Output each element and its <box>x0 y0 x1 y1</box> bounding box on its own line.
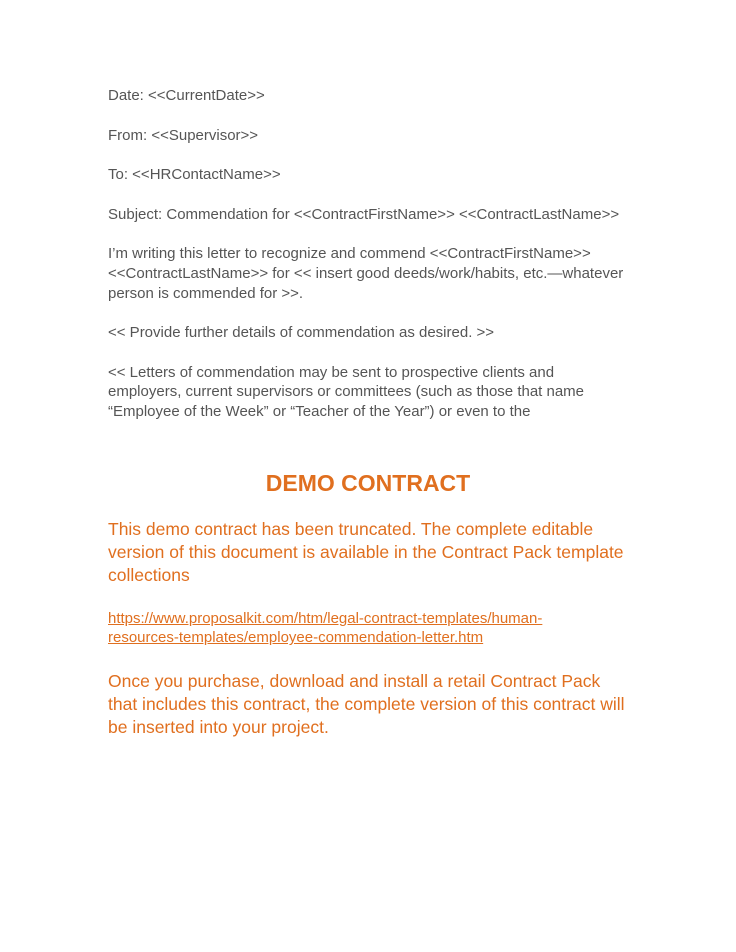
body-paragraph-1: I’m writing this letter to recognize and commend <<ContractFirstName>> <<ContractLastName>> for << insert good deeds/work/habits, etc.—whatever person is commended for >>. <box>108 245 624 302</box>
demo-contract-title: DEMO CONTRACT <box>265 469 471 496</box>
contract-pack-link[interactable]: https://www.proposalkit.com/htm/legal-contract-templates/human-resources-templates/employee-commendation-letter.htm <box>108 609 543 647</box>
subject-line: Subject: Commendation for <<ContractFirstName>> <<ContractLastName>> <box>108 205 620 223</box>
from-line: From: <<Supervisor>> <box>108 126 259 144</box>
to-line: To: <<HRContactName>> <box>108 166 281 184</box>
body-paragraph-2: << Provide further details of commendation as desired. >> <box>108 324 495 342</box>
document-page <box>108 86 628 739</box>
letter-body <box>108 86 628 422</box>
demo-truncation-notice: This demo contract has been truncated. The complete editable version of this document is available in the Contract Pack template collections <box>108 518 624 585</box>
demo-instructions: Once you purchase, download and install a retail Contract Pack that includes this contract, the complete version of this contract will be inserted into your project. <box>108 670 625 737</box>
body-paragraph-3: << Letters of commendation may be sent to prospective clients and employers, current supervisors or committees (such as those that name “Employee of the Week” or “Teacher of the Year”) or even to the <box>108 363 585 420</box>
date-line: Date: <<CurrentDate>> <box>108 87 265 104</box>
